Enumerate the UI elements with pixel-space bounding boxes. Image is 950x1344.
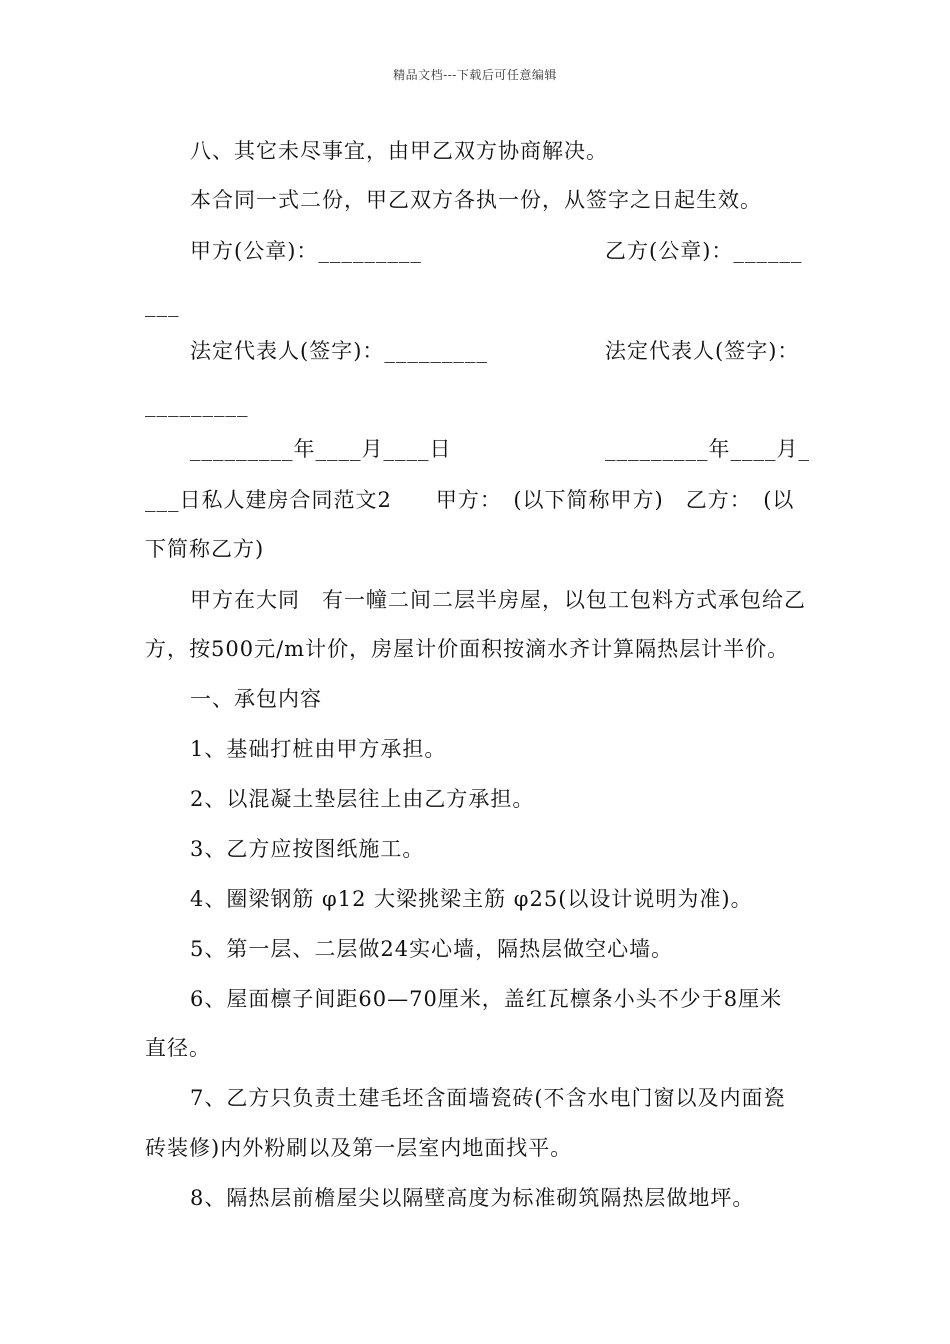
party-a-date-line: _________年____月____日 — [190, 437, 452, 461]
item-4: 4、圈梁钢筋 φ12 大梁挑梁主筋 φ25(以设计说明为准)。 — [190, 887, 753, 911]
party-a-seal-line: 甲方(公章)：_________ — [190, 239, 422, 263]
intro-paragraph-line-2: 方，按500元/m计价，房屋计价面积按滴水齐计算隔热层计半价。 — [145, 637, 790, 661]
item-2: 2、以混凝土垫层往上由乙方承担。 — [190, 787, 535, 811]
party-a-representative-line: 法定代表人(签字)：_________ — [190, 339, 488, 363]
party-b-seal-continued: ___ — [145, 293, 180, 317]
party-b-date-line: _________年____月_ — [605, 437, 810, 461]
item-8: 8、隔热层前檐屋尖以隔壁高度为标准砌筑隔热层做地坪。 — [190, 1186, 755, 1210]
party-b-representative-blank: _________ — [145, 393, 249, 417]
party-b-seal-line: 乙方(公章)：______ — [605, 239, 803, 263]
item-7-line-1: 7、乙方只负责土建毛坯含面墙瓷砖(不含水电门窗以及内面瓷 — [190, 1086, 786, 1110]
intro-paragraph-line-1: 甲方在大同 有一幢二间二层半房屋，以包工包料方式承包给乙 — [190, 588, 806, 612]
item-7-line-2: 砖装修)内外粉刷以及第一层室内地面找平。 — [145, 1136, 573, 1160]
item-6-line-1: 6、屋面檩子间距60—70厘米，盖红瓦檩条小头不少于8厘米 — [190, 987, 783, 1011]
item-1: 1、基础打桩由甲方承担。 — [190, 737, 447, 761]
second-contract-title-line: ___日私人建房合同范文2 甲方： (以下简称甲方) 乙方： (以 — [145, 488, 795, 512]
second-contract-title-continued: 下简称乙方) — [145, 537, 265, 561]
section-heading: 一、承包内容 — [190, 687, 322, 711]
item-5: 5、第一层、二层做24实心墙，隔热层做空心墙。 — [190, 937, 674, 961]
contract-copies-line: 本合同一式二份，甲乙双方各执一份，从签字之日起生效。 — [190, 188, 762, 212]
item-3: 3、乙方应按图纸施工。 — [190, 837, 425, 861]
clause-8-line: 八、其它未尽事宜，由甲乙双方协商解决。 — [190, 139, 608, 163]
item-6-line-2: 直径。 — [145, 1036, 211, 1060]
page-header: 精品文档---下载后可任意编辑 — [393, 68, 557, 82]
party-b-representative-line: 法定代表人(签字)： — [605, 339, 800, 363]
